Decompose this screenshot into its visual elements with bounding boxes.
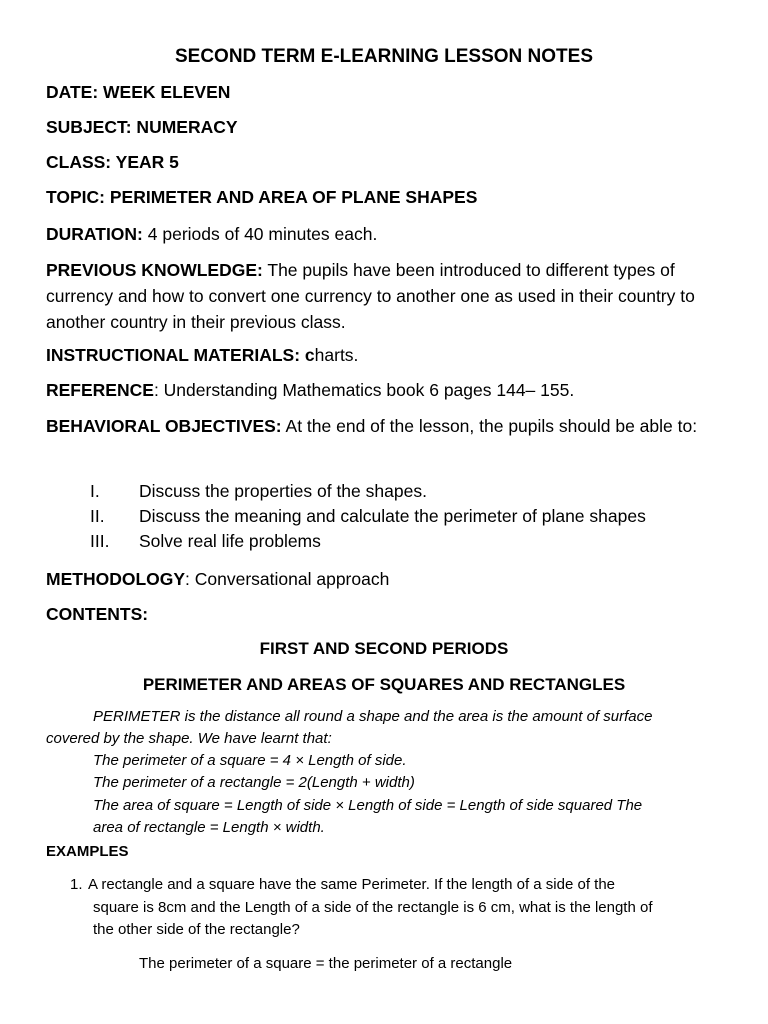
formula-rectangle-perimeter: The perimeter of a rectangle = 2(Length + width) xyxy=(93,774,415,791)
solution-line: The perimeter of a square = the perimeter of a rectangle xyxy=(139,955,513,972)
instructional-materials-text: harts. xyxy=(314,345,359,365)
previous-knowledge-paragraph xyxy=(46,257,716,335)
methodology-text: : Conversational approach xyxy=(185,569,390,589)
methodology-line xyxy=(46,569,389,589)
duration-label: DURATION: xyxy=(46,224,143,244)
formula-square-area: The area of square = Length of side × Length of side = Length of side squared The xyxy=(93,797,643,814)
duration-text: 4 periods of 40 minutes each. xyxy=(142,224,378,244)
formula-rectangle-area: area of rectangle = Length × width. xyxy=(93,819,325,836)
methodology-label: METHODOLOGY xyxy=(46,569,186,589)
previous-knowledge-text: The pupils have been introduced to different types of currency and how to convert one currency to another one as used in their country to another country in their previous class. xyxy=(46,260,695,332)
behavioral-objectives-label: BEHAVIORAL OBJECTIVES: xyxy=(46,416,282,436)
formula-square-perimeter: The perimeter of a square = 4 × Length of side. xyxy=(93,752,407,769)
definition-line: PERIMETER is the distance all round a shape and the area is the amount of surface xyxy=(93,708,653,725)
reference-label: REFERENCE xyxy=(46,380,154,400)
objective-item: Solve real life problems xyxy=(139,531,321,551)
subject-line: SUBJECT: NUMERACY xyxy=(46,117,238,137)
class-line: CLASS: YEAR 5 xyxy=(46,152,179,172)
date-line: DATE: WEEK ELEVEN xyxy=(46,82,231,102)
example-text-line: square is 8cm and the Length of a side of the rectangle is 6 cm, what is the length of xyxy=(93,899,653,916)
previous-knowledge-label: PREVIOUS KNOWLEDGE: xyxy=(46,260,263,280)
example-number: 1. xyxy=(70,876,83,893)
behavioral-objectives-paragraph xyxy=(46,413,716,439)
section-heading: PERIMETER AND AREAS OF SQUARES AND RECTANGLES xyxy=(142,675,626,694)
objective-number: III. xyxy=(90,531,110,551)
topic-line: TOPIC: PERIMETER AND AREA OF PLANE SHAPES xyxy=(46,187,478,207)
behavioral-objectives-text: At the end of the lesson, the pupils should be able to: xyxy=(281,416,698,436)
examples-label: EXAMPLES xyxy=(46,843,129,860)
example-text-line: A rectangle and a square have the same Perimeter. If the length of a side of the xyxy=(88,876,615,893)
objective-item: Discuss the properties of the shapes. xyxy=(139,481,427,501)
example-text-line: the other side of the rectangle? xyxy=(93,921,300,938)
objective-number: I. xyxy=(90,481,100,501)
objective-number: II. xyxy=(90,506,105,526)
instructional-materials-line xyxy=(46,345,358,365)
period-heading: FIRST AND SECOND PERIODS xyxy=(259,639,509,658)
objective-item: Discuss the meaning and calculate the perimeter of plane shapes xyxy=(139,506,646,526)
reference-text: : Understanding Mathematics book 6 pages 144– 155. xyxy=(153,380,575,400)
definition-line: covered by the shape. We have learnt that: xyxy=(46,730,332,747)
page-title: SECOND TERM E-LEARNING LESSON NOTES xyxy=(174,46,594,67)
duration-line xyxy=(46,224,377,244)
contents-label: CONTENTS: xyxy=(46,604,149,624)
instructional-materials-label: INSTRUCTIONAL MATERIALS: c xyxy=(46,345,315,365)
reference-line xyxy=(46,380,574,400)
